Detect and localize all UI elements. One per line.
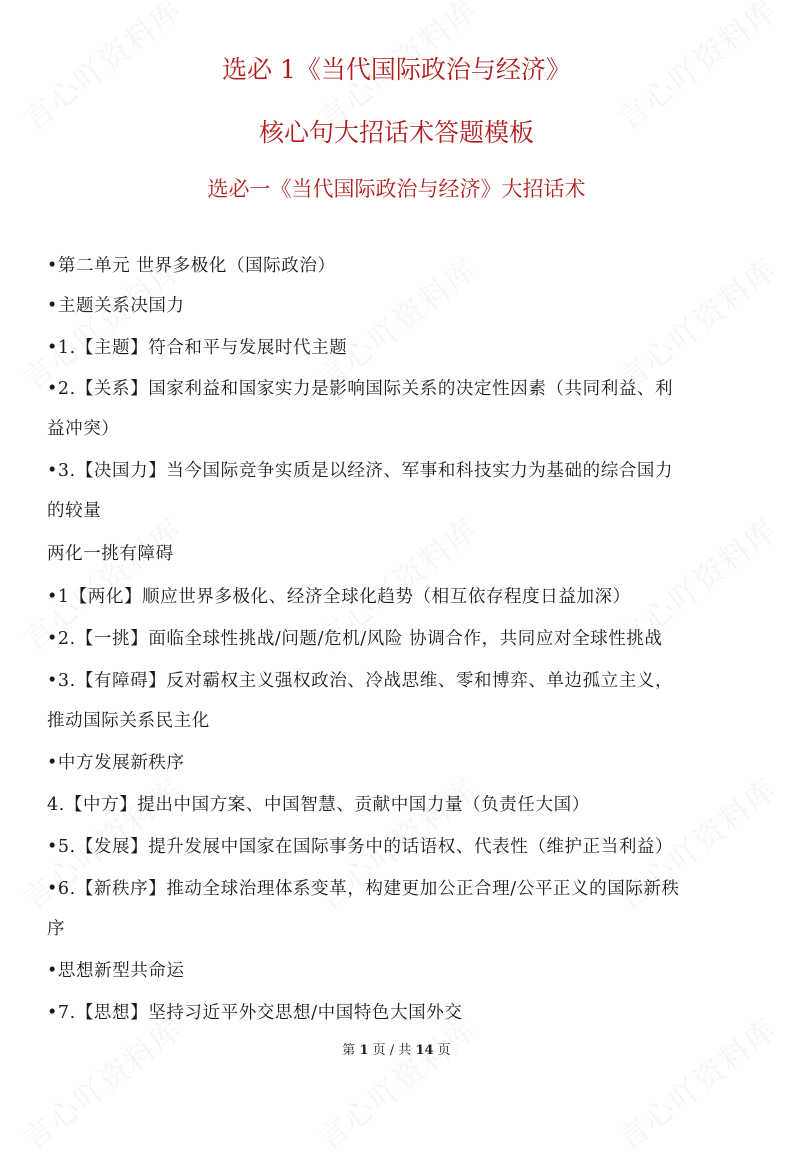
text-line: •思想新型共命运 xyxy=(47,961,185,981)
text-line: 4.【中方】提出中国方案、中国智慧、贡献中国力量（负责任大国） xyxy=(47,795,590,815)
footer-middle: 页 / 共 xyxy=(372,1043,412,1058)
current-page-number: 1 xyxy=(359,1043,369,1058)
total-pages-number: 14 xyxy=(415,1043,434,1058)
footer-prefix: 第 xyxy=(342,1043,356,1058)
section-title: 选必一《当代国际政治与经济》大招话术 xyxy=(207,177,586,201)
text-line: 两化一挑有障碍 xyxy=(47,544,174,564)
text-line: •2.【一挑】面临全球性挑战/问题/危机/风险 协调合作，共同应对全球性挑战 xyxy=(47,629,663,649)
watermark-text xyxy=(12,1006,190,1158)
text-line: •1【两化】顺应世界多极化、经济全球化趋势（相互依存程度日益加深） xyxy=(47,587,631,607)
text-line: •3.【有障碍】反对霸权主义强权政治、冷战思维、零和博弈、单边孤立主义， xyxy=(47,671,674,691)
text-line: •7.【思想】坚持习近平外交思想/中国特色大国外交 xyxy=(47,1003,463,1023)
text-line: 推动国际关系民主化 xyxy=(47,711,210,731)
watermark-text xyxy=(607,246,785,399)
footer-suffix: 页 xyxy=(437,1043,451,1058)
watermark-text xyxy=(607,1006,785,1158)
text-line: 益冲突） xyxy=(47,419,120,439)
text-line: •3.【决国力】当今国际竞争实质是以经济、军事和科技实力为基础的综合国力 xyxy=(47,461,674,481)
text-line: •6.【新秩序】推动全球治理体系变革，构建更加公正合理/公平正义的国际新秩 xyxy=(47,879,680,899)
text-line: •第二单元 世界多极化（国际政治） xyxy=(47,256,336,276)
page-footer xyxy=(0,1039,793,1058)
text-line: 的较量 xyxy=(47,501,102,521)
document-title: 选必 1《当代国际政治与经济》 xyxy=(222,55,571,84)
text-line: •5.【发展】提升发展中国家在国际事务中的话语权、代表性（维护正当利益） xyxy=(47,837,674,857)
text-line: •2.【关系】国家利益和国家实力是影响国际关系的决定性因素（共同利益、利 xyxy=(47,379,674,399)
text-line: •主题关系决国力 xyxy=(47,296,185,316)
text-line: •中方发展新秩序 xyxy=(47,753,185,773)
document-subtitle: 核心句大招话术答题模板 xyxy=(258,118,534,147)
text-line: •1.【主题】符合和平与发展时代主题 xyxy=(47,338,348,358)
text-line: 序 xyxy=(47,919,66,939)
watermark-text xyxy=(307,1006,485,1158)
